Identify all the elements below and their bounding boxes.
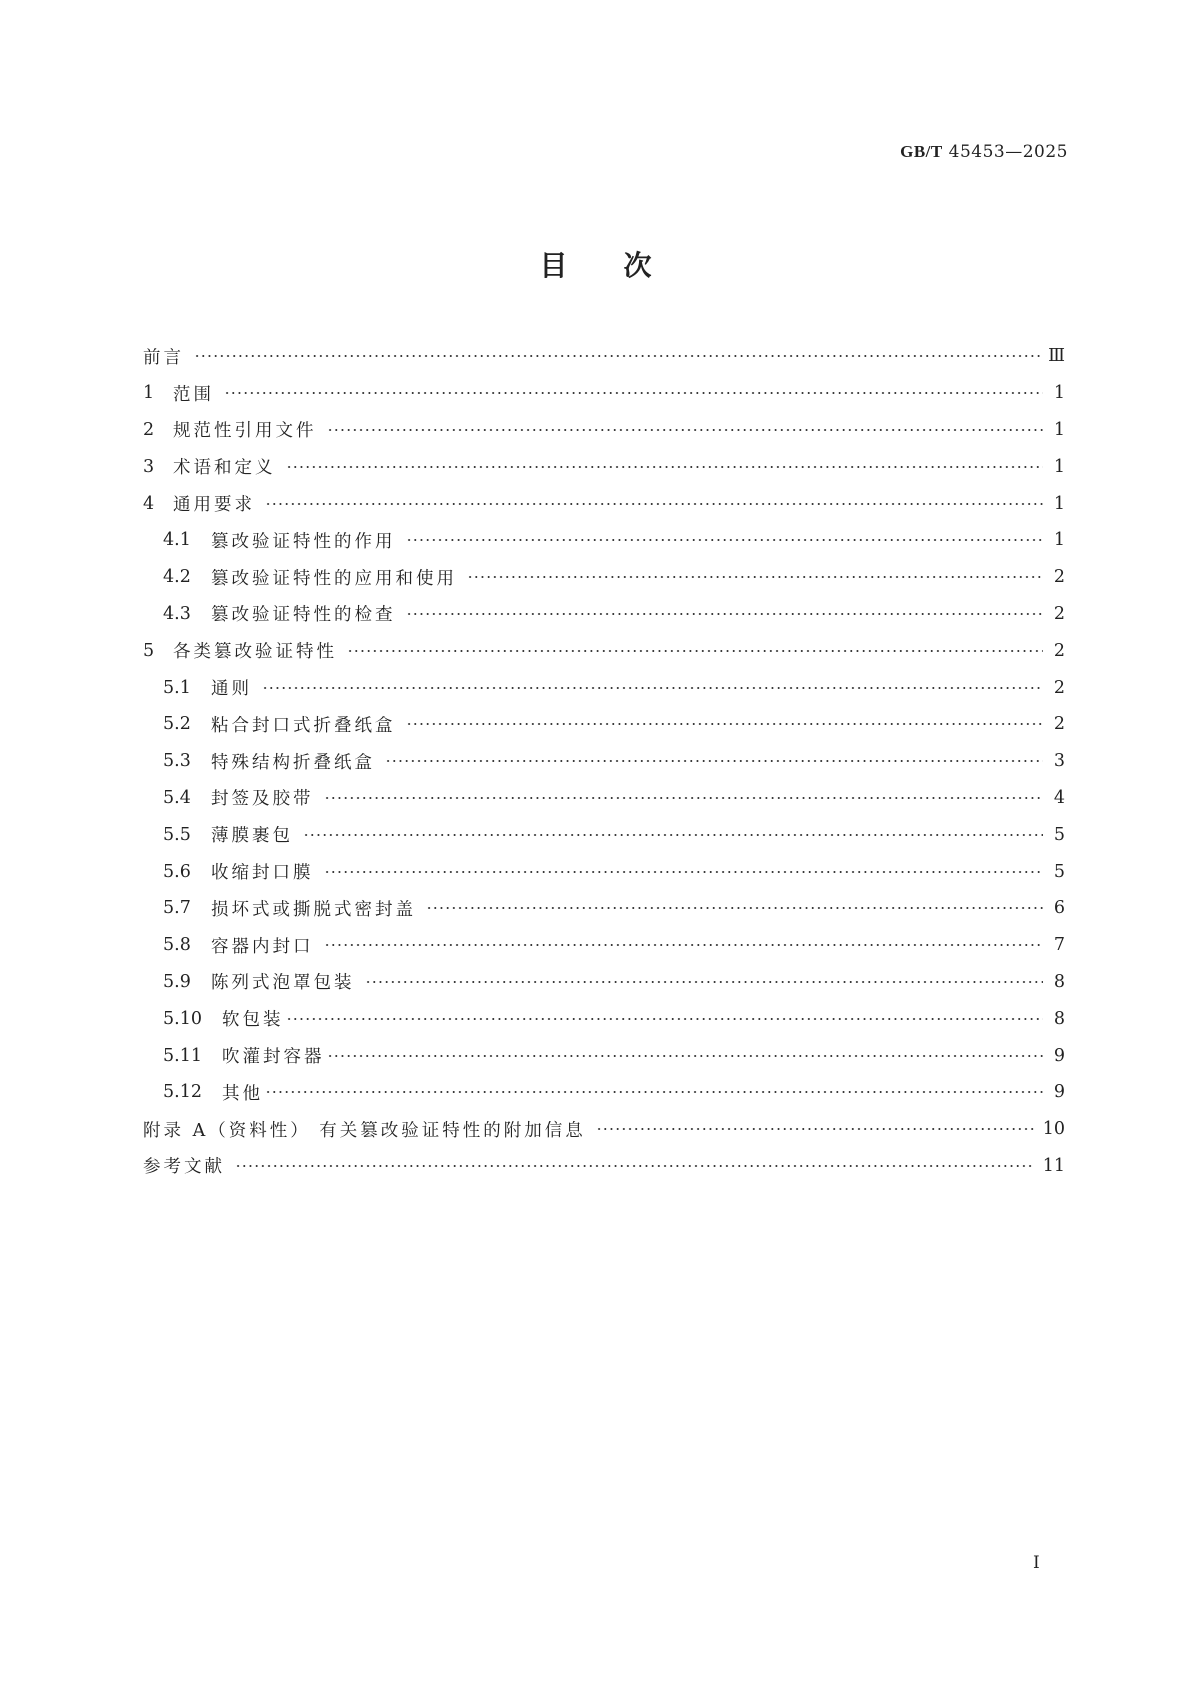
toc-entry-5-11[interactable] — [143, 1037, 1065, 1074]
toc-entry-page: 2 — [1053, 567, 1065, 588]
toc-entry-number: 5.11 — [163, 1045, 202, 1066]
toc-entry-page: 9 — [1053, 1082, 1065, 1103]
toc-entry-page: 3 — [1053, 751, 1065, 772]
standard-code — [900, 142, 1068, 162]
toc-entry-text: 封签及胶带 — [211, 789, 314, 810]
table-of-contents — [143, 338, 1065, 1184]
toc-entry-number: 5.6 — [163, 861, 191, 882]
toc-entry-number: 4.1 — [163, 530, 191, 551]
dot-leader — [224, 388, 1043, 398]
dot-leader — [467, 572, 1043, 582]
dot-leader — [265, 1087, 1043, 1097]
toc-entry-number: 5.7 — [163, 898, 191, 919]
toc-entry-5-10[interactable] — [143, 1000, 1065, 1037]
toc-entry-number: 4 — [143, 493, 155, 514]
dot-leader — [324, 793, 1044, 803]
toc-entry-page: 1 — [1053, 419, 1065, 440]
toc-entry-foreword[interactable] — [143, 338, 1065, 375]
page-title: 目次 — [539, 249, 708, 282]
toc-entry-number: 5.9 — [163, 971, 191, 992]
toc-entry-text: 通则 — [211, 679, 252, 700]
dot-leader — [235, 1161, 1035, 1171]
toc-entry-page: 2 — [1053, 640, 1065, 661]
toc-entry-5-6[interactable] — [143, 853, 1065, 890]
toc-entry-5-4[interactable] — [143, 780, 1065, 817]
dot-leader — [406, 609, 1044, 619]
dot-leader — [327, 1051, 1044, 1061]
toc-entry-bibliography[interactable] — [143, 1148, 1065, 1185]
toc-entry-text: 篡改验证特性的作用 — [211, 531, 396, 552]
toc-entry-text: 各类篡改验证特性 — [173, 642, 337, 663]
toc-entry-5-7[interactable] — [143, 890, 1065, 927]
toc-entry-page: 1 — [1053, 383, 1065, 404]
toc-entry-text: 篡改验证特性的应用和使用 — [211, 568, 457, 589]
toc-entry-page: 2 — [1053, 603, 1065, 624]
toc-entry-5[interactable] — [143, 632, 1065, 669]
dot-leader — [286, 1014, 1044, 1024]
toc-entry-number: 5.12 — [163, 1082, 202, 1103]
dot-leader — [406, 535, 1044, 545]
toc-entry-number: 3 — [143, 456, 155, 477]
page-number: I — [1033, 1553, 1040, 1573]
toc-entry-annex-a[interactable] — [143, 1111, 1065, 1148]
toc-entry-number: 5.5 — [163, 824, 191, 845]
toc-entry-page: 5 — [1053, 861, 1065, 882]
toc-entry-page: Ⅲ — [1048, 346, 1065, 367]
dot-leader — [596, 1124, 1035, 1134]
toc-entry-page: 1 — [1053, 493, 1065, 514]
toc-entry-page: 1 — [1053, 530, 1065, 551]
toc-entry-text: 前言 — [143, 347, 184, 368]
toc-entry-page: 5 — [1053, 824, 1065, 845]
dot-leader — [286, 462, 1044, 472]
toc-entry-number: 5.2 — [163, 714, 191, 735]
toc-entry-number: 5.1 — [163, 677, 191, 698]
toc-entry-page: 11 — [1042, 1155, 1065, 1176]
toc-entry-text: 粘合封口式折叠纸盒 — [211, 715, 396, 736]
toc-entry-number: 4.3 — [163, 603, 191, 624]
dot-leader — [265, 499, 1043, 509]
toc-entry-text: 软包装 — [222, 1010, 284, 1031]
toc-entry-1[interactable] — [143, 375, 1065, 412]
toc-entry-number: 5.8 — [163, 935, 191, 956]
toc-entry-text: 术语和定义 — [173, 458, 276, 479]
toc-entry-3[interactable] — [143, 448, 1065, 485]
toc-entry-number: 5 — [143, 640, 155, 661]
toc-entry-text: 篡改验证特性的检查 — [211, 605, 396, 626]
toc-entry-page: 6 — [1053, 898, 1065, 919]
dot-leader — [385, 756, 1043, 766]
toc-entry-text: 附录 A（资料性） 有关篡改验证特性的附加信息 — [143, 1120, 586, 1141]
dot-leader — [303, 830, 1043, 840]
toc-entry-page: 2 — [1053, 714, 1065, 735]
toc-entry-5-9[interactable] — [143, 964, 1065, 1001]
standard-code-number: 45453—2025 — [948, 142, 1068, 162]
toc-entry-2[interactable] — [143, 412, 1065, 449]
toc-entry-5-1[interactable] — [143, 669, 1065, 706]
toc-entry-4-1[interactable] — [143, 522, 1065, 559]
toc-entry-page: 9 — [1053, 1045, 1065, 1066]
toc-entry-page: 2 — [1053, 677, 1065, 698]
dot-leader — [327, 425, 1044, 435]
toc-entry-4-3[interactable] — [143, 596, 1065, 633]
dot-leader — [347, 646, 1043, 656]
toc-entry-page: 10 — [1042, 1119, 1065, 1140]
toc-entry-number: 5.3 — [163, 751, 191, 772]
toc-entry-text: 损坏式或撕脱式密封盖 — [211, 899, 416, 920]
dot-leader — [426, 903, 1043, 913]
toc-entry-text: 规范性引用文件 — [173, 421, 317, 442]
toc-entry-text: 收缩封口膜 — [211, 863, 314, 884]
toc-entry-4[interactable] — [143, 485, 1065, 522]
toc-entry-number: 5.4 — [163, 787, 191, 808]
toc-entry-number: 5.10 — [163, 1008, 202, 1029]
toc-entry-text: 特殊结构折叠纸盒 — [211, 752, 375, 773]
toc-entry-text: 参考文献 — [143, 1157, 225, 1178]
toc-entry-page: 1 — [1053, 456, 1065, 477]
dot-leader — [262, 683, 1043, 693]
toc-entry-page: 8 — [1053, 1008, 1065, 1029]
toc-entry-text: 其他 — [222, 1083, 263, 1104]
dot-leader — [324, 940, 1044, 950]
toc-entry-number: 2 — [143, 419, 155, 440]
toc-entry-text: 容器内封口 — [211, 936, 314, 957]
dot-leader — [194, 351, 1040, 361]
standard-code-prefix: GB/T — [900, 142, 943, 161]
toc-entry-text: 薄膜裹包 — [211, 826, 293, 847]
dot-leader — [365, 977, 1044, 987]
toc-entry-5-3[interactable] — [143, 743, 1065, 780]
toc-entry-5-5[interactable] — [143, 816, 1065, 853]
toc-entry-text: 范围 — [173, 384, 214, 405]
toc-entry-5-2[interactable] — [143, 706, 1065, 743]
toc-entry-page: 7 — [1053, 935, 1065, 956]
toc-entry-5-8[interactable] — [143, 927, 1065, 964]
toc-entry-text: 吹灌封容器 — [222, 1047, 325, 1068]
toc-entry-5-12[interactable] — [143, 1074, 1065, 1111]
toc-entry-number: 1 — [143, 383, 155, 404]
toc-entry-4-2[interactable] — [143, 559, 1065, 596]
toc-entry-page: 4 — [1053, 787, 1065, 808]
dot-leader — [406, 719, 1044, 729]
toc-entry-page: 8 — [1053, 971, 1065, 992]
toc-entry-number: 4.2 — [163, 567, 191, 588]
toc-entry-text: 通用要求 — [173, 495, 255, 516]
toc-entry-text: 陈列式泡罩包装 — [211, 973, 355, 994]
dot-leader — [324, 867, 1044, 877]
